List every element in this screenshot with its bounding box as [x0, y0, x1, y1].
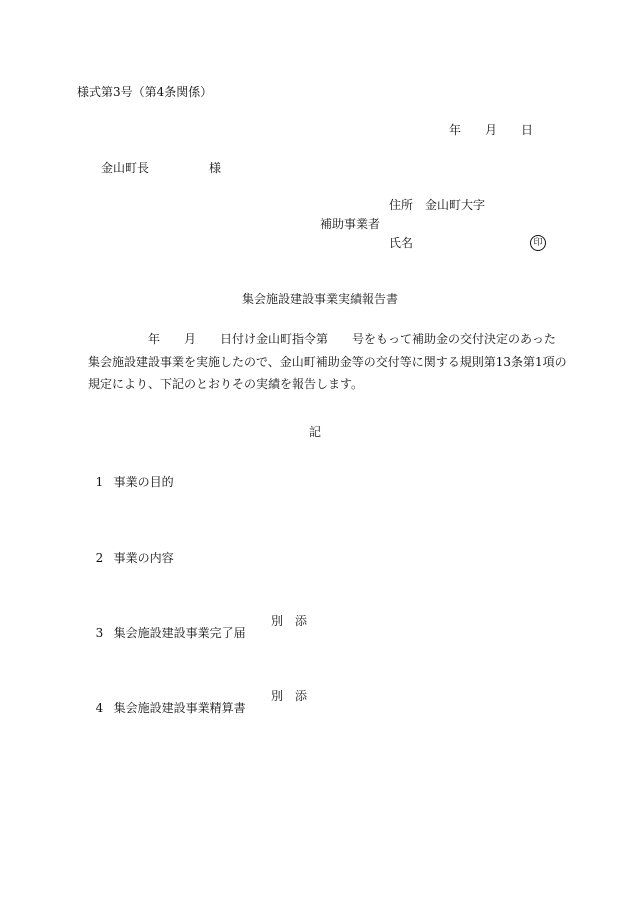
form-label: 様式第3号（第4条関係）	[77, 85, 213, 99]
applicant-address: 住所 金山町大字	[389, 198, 486, 212]
item-label: 事業の内容	[113, 551, 174, 565]
item-attachment: 別 添	[271, 689, 308, 703]
list-item-completion-report	[88, 614, 308, 651]
date-line: 年 月 日	[449, 123, 534, 137]
document-title: 集会施設建設事業実績報告書	[242, 292, 399, 306]
list-item-settlement-report	[88, 689, 308, 726]
item-number: 2	[95, 551, 104, 565]
item-label: 事業の目的	[113, 475, 174, 489]
item-label: 集会施設建設事業精算書	[113, 701, 246, 715]
item-number: 3	[95, 626, 104, 640]
item-attachment: 別 添	[271, 614, 308, 628]
item-number: 1	[95, 475, 104, 489]
seal-mark: 印	[530, 235, 546, 251]
list-item-purpose	[88, 464, 174, 488]
body-paragraph	[88, 328, 568, 396]
item-label: 集会施設建設事業完了届	[113, 626, 246, 640]
item-number: 4	[95, 701, 104, 715]
addressee: 金山町長 様	[101, 161, 222, 175]
body-line: 規定により、下記のとおりその実績を報告します。	[88, 377, 364, 391]
ki-heading: 記	[309, 425, 322, 439]
body-line: 集会施設建設事業を実施したので、金山町補助金等の交付等に関する規則第13条第1項の	[88, 354, 567, 369]
applicant-role: 補助事業者	[320, 217, 381, 231]
list-item-content	[88, 540, 174, 564]
applicant-name-label: 氏名	[389, 236, 414, 250]
body-line: 年 月 日付け金山町指令第 号をもって補助金の交付決定のあった	[88, 332, 556, 346]
